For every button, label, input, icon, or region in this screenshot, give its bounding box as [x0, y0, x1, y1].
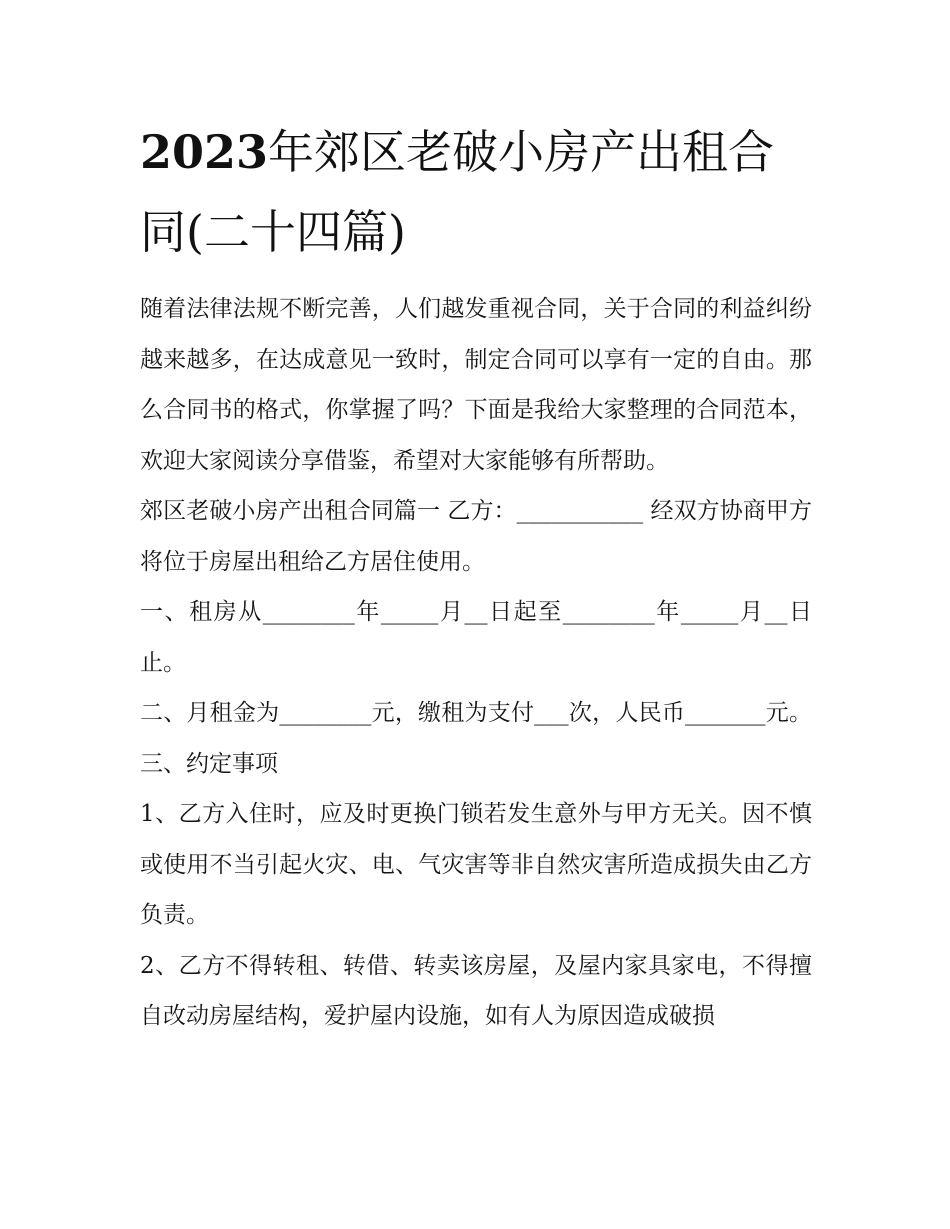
document-title: [140, 112, 812, 272]
clause-item-2: 2、乙方不得转租、转借、转卖该房屋，及屋内家具家电，不得擅自改动房屋结构，爱护屋内设施，如有人为原因造成破损: [140, 952, 812, 1029]
clause-monthly-rent: 二、月租金为________元，缴租为支付___次，人民币_______元。 三、约定事项: [140, 700, 812, 777]
contract-heading-paragraph: 郊区老破小房产出租合同篇一 乙方：___________ 经双方协商甲方将位于房屋出租给乙方居住使用。: [140, 498, 812, 575]
title-year: 2023: [140, 125, 269, 179]
clause-item-1: 1、乙方入住时，应及时更换门锁若发生意外与甲方无关。因不慎或使用不当引起火灾、电、气灾害等非自然灾害所造成损失由乙方负责。: [140, 801, 812, 928]
document-body: [140, 112, 812, 1042]
clause-lease-term: 一、租房从________年_____月__日起至________年_____月__日止。: [140, 599, 812, 676]
intro-paragraph: 随着法律法规不断完善，人们越发重视合同，关于合同的利益纠纷越来越多，在达成意见一致时，制定合同可以享有一定的自由。那么合同书的格式，你掌握了吗？下面是我给大家整理的合同范本，欢迎大家阅读分享借鉴，希望对大家能够有所帮助。: [140, 296, 812, 474]
title-text: 年郊区老破小房产出租合同(二十四篇): [140, 125, 775, 259]
